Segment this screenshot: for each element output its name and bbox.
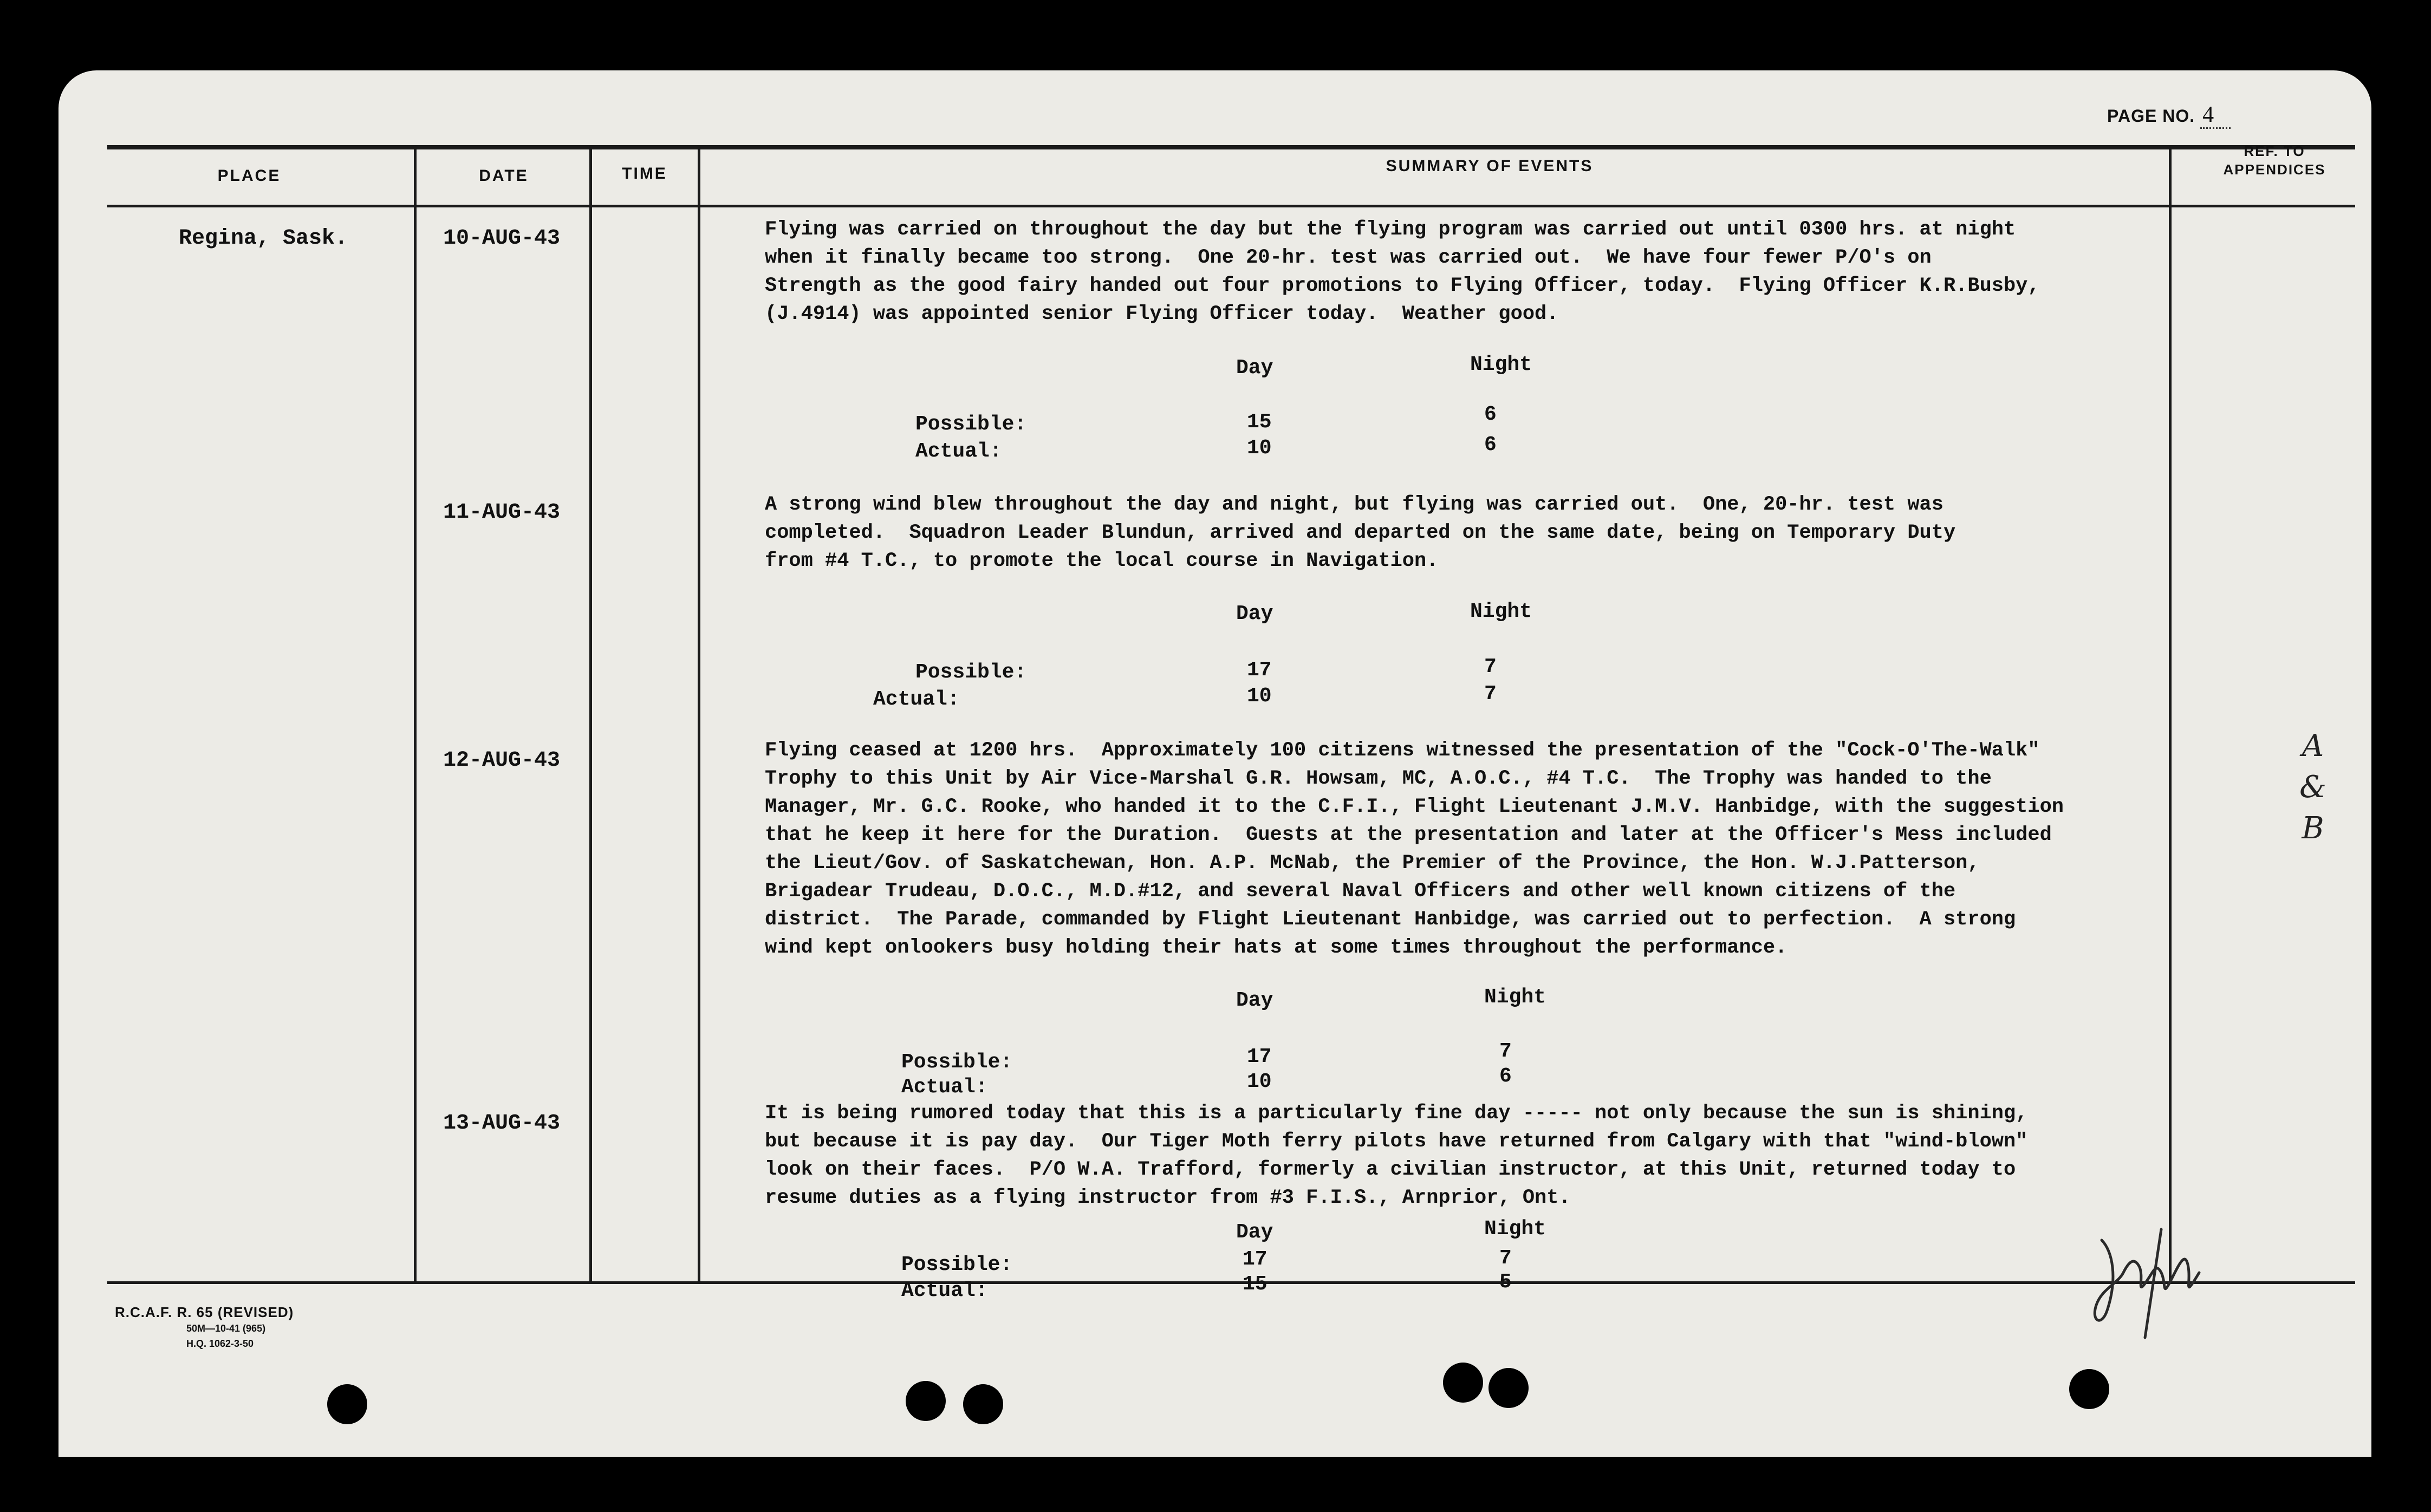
- actual-label: Actual:: [873, 688, 960, 711]
- form-footer: [115, 1304, 294, 1351]
- possible-night-value: 7: [1499, 1247, 1512, 1270]
- appendix-ref: &: [2299, 770, 2326, 805]
- actual-night-value: 7: [1484, 682, 1497, 706]
- night-header: Night: [1470, 600, 1532, 623]
- print-run: 50M—10-41 (965): [186, 1323, 266, 1334]
- ref-header-line1: REF. TO: [2244, 143, 2305, 159]
- possible-night-value: 7: [1499, 1040, 1512, 1063]
- day-header: Day: [1236, 602, 1273, 625]
- appendix-references: [2297, 726, 2329, 849]
- column-header-place: PLACE: [217, 167, 281, 185]
- possible-night-value: 7: [1484, 655, 1497, 679]
- night-header: Night: [1484, 986, 1546, 1009]
- entry-date: 11-AUG-43: [443, 500, 561, 525]
- possible-label: Possible:: [901, 1253, 1013, 1276]
- actual-day-value: 10: [1247, 436, 1272, 460]
- entry-summary: A strong wind blew throughout the day and night, but flying was carried out. One, 20-hr. test was completed. Squadron Leader Blundun, arrived and departed on the same date, being on Temporary Duty from #4 T.C., to promote the local course in Navigation.: [765, 493, 1956, 572]
- actual-label: Actual:: [901, 1279, 988, 1302]
- actual-day-value: 10: [1247, 1070, 1272, 1093]
- possible-day-value: 17: [1247, 1045, 1272, 1068]
- column-divider: [414, 145, 417, 1282]
- possible-day-value: 15: [1247, 410, 1272, 434]
- page-number-value: 4: [2200, 102, 2231, 129]
- punch-hole: [963, 1384, 1003, 1424]
- punch-hole: [906, 1381, 946, 1421]
- day-header: Day: [1236, 1221, 1273, 1244]
- possible-day-value: 17: [1247, 659, 1272, 682]
- column-header-date: DATE: [479, 167, 529, 185]
- entry-summary: It is being rumored today that this is a particularly fine day ----- not only because the sun is shining, but because it is pay day. Our Tiger Moth ferry pilots have returned from Calgary with that "wind-blown" look on their faces. P/O W.A. Trafford, formerly a civilian instructor, at this Unit, returned today to resume duties as a flying instructor from #3 F.I.S., Arnprior, Ont.: [765, 1102, 2028, 1209]
- header-bottom-rule: [107, 205, 2355, 207]
- appendix-ref: B: [2302, 811, 2324, 846]
- column-divider: [589, 145, 592, 1282]
- entry-summary: Flying was carried on throughout the day but the flying program was carried out until 0300 hrs. at night when it finally became too strong. One 20-hr. test was carried out. We have four fewer P/O's on Strength as the good fairy handed out four promotions to Flying Officer, today. Flying Officer K.R.Busby, (J.4914) was appointed senior Flying Officer today. Weather good.: [765, 218, 2040, 325]
- possible-label: Possible:: [915, 661, 1027, 684]
- actual-day-value: 10: [1247, 685, 1272, 708]
- ref-header-line2: APPENDICES: [2223, 161, 2326, 178]
- hq-number: H.Q. 1062-3-50: [186, 1338, 254, 1349]
- header-top-rule: [107, 145, 2355, 149]
- column-divider: [698, 145, 700, 1282]
- actual-label: Actual:: [915, 440, 1002, 463]
- column-header-summary: SUMMARY OF EVENTS: [1386, 157, 1594, 175]
- page-number-label: PAGE NO.: [2107, 106, 2195, 126]
- punch-hole: [327, 1384, 367, 1424]
- actual-night-value: 6: [1499, 1065, 1512, 1088]
- column-header-time: TIME: [622, 165, 667, 183]
- day-header: Day: [1236, 356, 1273, 380]
- possible-label: Possible:: [901, 1051, 1013, 1074]
- possible-label: Possible:: [915, 413, 1027, 436]
- place-value: Regina, Sask.: [179, 226, 348, 251]
- table-bottom-rule: [107, 1281, 2355, 1284]
- possible-day-value: 17: [1243, 1248, 1268, 1271]
- actual-night-value: 6: [1484, 433, 1497, 457]
- entry-date: 12-AUG-43: [443, 748, 561, 773]
- possible-night-value: 6: [1484, 403, 1497, 426]
- entry-date: 10-AUG-43: [443, 226, 561, 251]
- actual-day-value: 15: [1243, 1273, 1268, 1296]
- initials-signature: [2080, 1218, 2221, 1348]
- column-header-appendices: [2174, 142, 2375, 179]
- night-header: Night: [1484, 1217, 1546, 1241]
- actual-night-value: 5: [1499, 1270, 1512, 1294]
- punch-hole: [2069, 1369, 2109, 1409]
- actual-label: Actual:: [901, 1076, 988, 1099]
- entry-summary: Flying ceased at 1200 hrs. Approximately 100 citizens witnessed the presentation of the "Cock-O'The-Walk" Trophy to this Unit by Air Vice-Marshal G.R. Howsam, MC, A.O.C., #4 T.C. The Trophy was handed to the Manager, Mr. G.C. Rooke, who handed it to the C.F.I., Flight Lieutenant J.M.V. Hanbidge, with the suggestion that he keep it here for the Duration. Guests at the presentation and later at the Officer's Mess included the Lieut/Gov. of Saskatchewan, Hon. A.P. McNab, the Premier of the Province, the Hon. W.J.Patterson, Brigadear Trudeau, D.O.C., M.D.#12, and several Naval Officers and other well known citizens of the district. The Parade, commanded by Flight Lieutenant Hanbidge, was carried out to perfection. A strong wind kept onlookers busy holding their hats at some times throughout the performance.: [765, 739, 2064, 959]
- punch-hole: [1443, 1363, 1483, 1403]
- page-number: [2107, 102, 2231, 128]
- entry-date: 13-AUG-43: [443, 1111, 561, 1136]
- form-number: R.C.A.F. R. 65 (REVISED): [115, 1304, 294, 1320]
- day-header: Day: [1236, 989, 1273, 1012]
- night-header: Night: [1470, 353, 1532, 376]
- punch-hole: [1488, 1368, 1529, 1408]
- appendix-ref: A: [2302, 728, 2324, 764]
